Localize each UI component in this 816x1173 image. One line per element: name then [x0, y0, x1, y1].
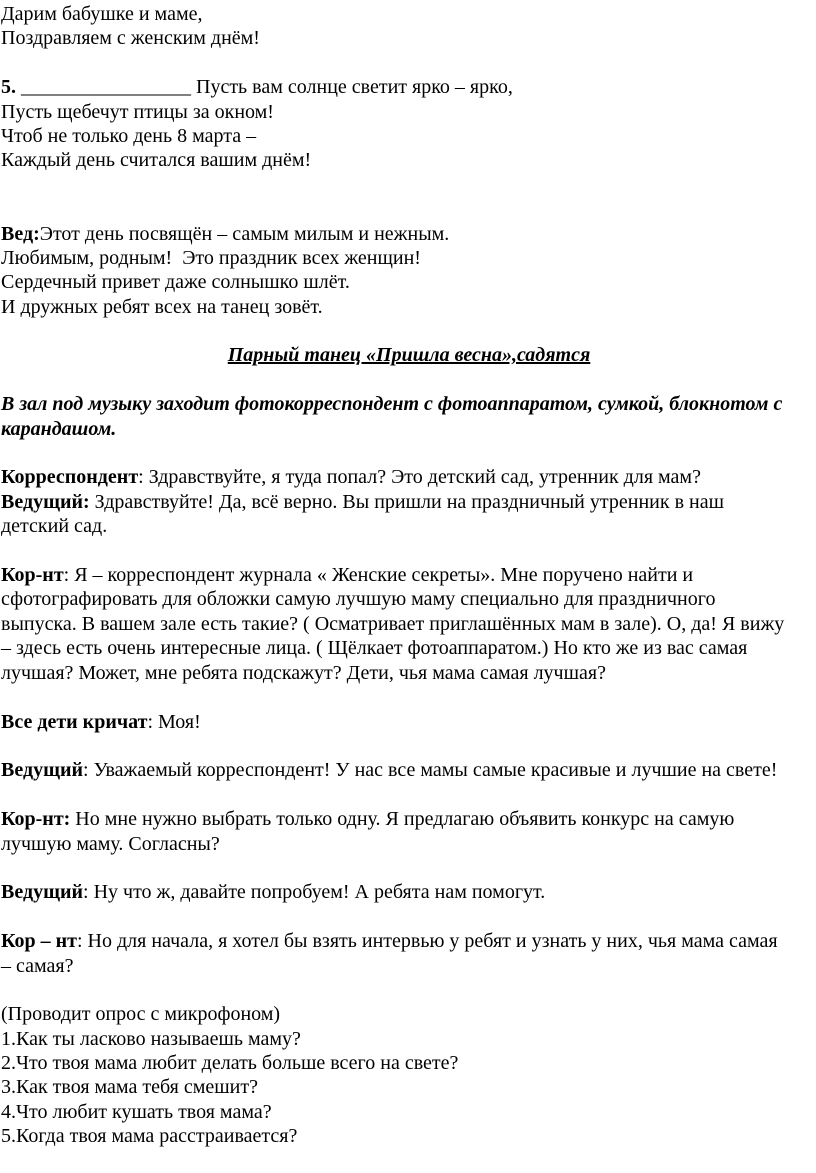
spacer [1, 783, 816, 807]
speaker-separator: : [138, 466, 149, 489]
dialogue-text: Моя! [158, 710, 201, 733]
dialogue-text: Ну что ж, давайте попробуем! А ребята нам помогут. [93, 881, 546, 904]
speaker-label: Корреспондент [1, 466, 139, 489]
poem5-number: 5. [1, 76, 16, 99]
poem-line: Сердечный привет даже солнышко шлёт. [1, 271, 350, 294]
speaker-separator: : [83, 881, 94, 904]
dialogue-line [1, 807, 791, 856]
spacer [1, 978, 816, 1002]
poem5-first-line [1, 75, 816, 99]
poem-line: Чтоб не только день 8 марта – [1, 124, 257, 147]
spacer [1, 51, 816, 75]
speaker-label: Кор – нт [1, 930, 77, 953]
speaker-separator: : [76, 930, 88, 953]
spacer [1, 905, 816, 929]
poem-line: Пусть вам солнце светит ярко – ярко, [191, 76, 513, 99]
survey-question: 4.Что любит кушать твоя мама? [1, 1100, 272, 1123]
speaker-label: Вед: [1, 222, 40, 245]
survey-question: 3.Как твоя мама тебя смешит? [1, 1076, 258, 1099]
speaker-separator: : [147, 710, 158, 733]
speaker-label: Все дети кричат [1, 710, 148, 733]
dialogue-line [1, 758, 791, 782]
speaker-label: Ведущий [1, 759, 84, 782]
dialogue-text: Здравствуйте! Да, всё верно. Вы пришли на праздничный утренник в наш детский сад. [1, 490, 724, 538]
speaker-label: Кор-нт: [1, 808, 71, 831]
name-blank: _________________ [21, 76, 191, 99]
dialogue-line [1, 710, 791, 734]
poem-line: И дружных ребят всех на танец зовёт. [1, 295, 323, 318]
spacer [1, 685, 816, 709]
spacer [1, 173, 816, 222]
spacer [1, 856, 816, 880]
dialogue-text: Здравствуйте, я туда попал? Это детский сад, утренник для мам? [148, 466, 701, 489]
stage-direction: В зал под музыку заходит фотокорреспондент с фотоаппаратом, сумкой, блокнотом с карандашом. [1, 393, 783, 440]
spacer [1, 441, 816, 465]
dialogue-line [1, 465, 791, 489]
dialogue-line [1, 490, 791, 539]
dialogue-line [1, 563, 791, 685]
survey-question: 1.Как ты ласково называешь маму? [1, 1027, 301, 1050]
dance-title: Парный танец «Пришла весна»,садятся [227, 344, 591, 367]
dialogue-text: Я – корреспондент журнала « Женские секреты». Мне поручено найти и сфотографировать для обложки самую лучшую маму специально для праздничного выпуска. В вашем зале есть такие? ( Осматривает приглашённых мам в зале). О, да! Я вижу – здесь есть очень интересные лица. ( Щёлкает фотоаппаратом.) Но кто же из вас самая лучшая? Может, мне ребята подскажут? Дети, чья мама самая лучшая? [1, 564, 785, 684]
poem-line: Каждый день считался вашим днём! [1, 149, 312, 172]
dialogue-text: Но мне нужно выбрать только одну. Я предлагаю объявить конкурс на самую лучшую маму. Согласны? [1, 808, 735, 855]
dialogue-text: Уважаемый корреспондент! У нас все мамы самые красивые и лучшие на свете! [93, 759, 778, 782]
survey-question: 2.Что твоя мама любит делать больше всего на свете? [1, 1052, 459, 1075]
dialogue-line [1, 929, 791, 978]
survey-intro: (Проводит опрос с микрофоном) [1, 1003, 281, 1026]
speaker-separator: : [83, 759, 94, 782]
spacer [1, 368, 816, 392]
speaker-label: Ведущий [1, 881, 84, 904]
ved-poem-first-line [1, 222, 816, 246]
poem-line: Дарим бабушке и маме, [1, 3, 203, 25]
poem-line: Пусть щебечут птицы за окном! [1, 100, 274, 123]
dialogue-text: Но для начала, я хотел бы взять интервью у ребят и узнать у них, чья мама самая – самая? [1, 930, 778, 977]
spacer [1, 734, 816, 758]
speaker-separator: : [63, 564, 75, 587]
spacer [1, 319, 816, 343]
dance-title-line [1, 343, 816, 367]
poem-line: Этот день посвящён – самым милым и нежным. [39, 222, 450, 245]
speaker-label: Ведущий: [1, 490, 90, 513]
speaker-label: Кор-нт [1, 564, 64, 587]
dialogue-line [1, 880, 791, 904]
poem-line: Поздравляем с женским днём! [1, 27, 260, 50]
poem-line: Любимым, родным! Это праздник всех женщин! [1, 246, 421, 269]
survey-question: 5.Когда твоя мама расстраивается? [1, 1125, 298, 1148]
spacer [1, 539, 816, 563]
